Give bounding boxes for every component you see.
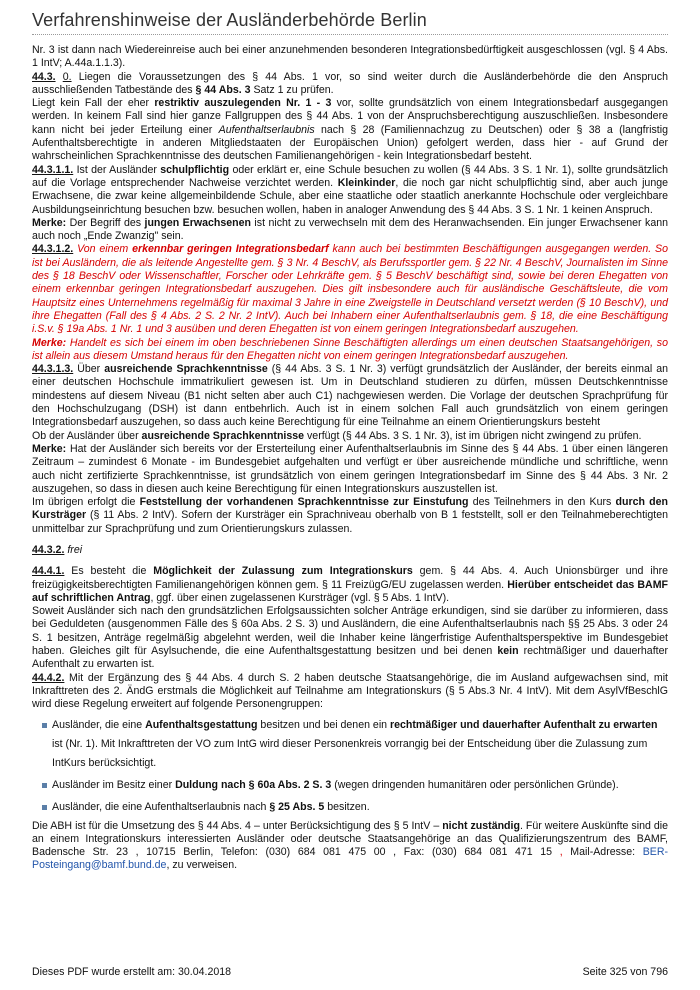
list-item: Ausländer, die eine Aufenthaltsgestattung besitzen und bei denen ein rechtmäßiger und dauerhafter Aufenthalt zu erwarten ist (Nr. 1). Mit Inkrafttreten der VO zum IntG wird dieser Personenkreis vorrangig bei der Entscheidung über die Zulassung zum IntKurs berücksichtigt. xyxy=(42,716,668,773)
email-link[interactable]: BER-Posteingang@bamf.bund.de xyxy=(32,846,668,872)
merke-note: Merke: Der Begriff des jungen Erwachsenen ist nicht zu verwechseln mit dem des Heranwachsenden. Ein junger Erwachsener kann auch noch „Ende Zwanzig" sein. xyxy=(32,216,668,243)
section-44-3-1-1: 44.3.1.1. Ist der Ausländer schulpflichtig oder erklärt er, eine Schule besuchen zu wollen (§ 44 Abs. 3 S. 1 Nr. 1), sollte grundsätzlich auf die Vorlage entsprechender Nachweise verzichtet werden. Kleinkinder, die noch gar nicht schulpflichtig sind, aber auch junge Erwachsene, die zwar keine allgemeinbildende Schule, aber eine staatliche oder staatlich anerkannte Hochschule oder vergleichbare Ausbildungseinrichtung besuchen bzw. besuchen wollen, haben in analoger Anwendung des § 44 Abs. 3 S. 1 Nr. 1 keinen Anspruch. xyxy=(32,163,668,216)
paragraph: Ob der Ausländer über ausreichende Sprachkenntnisse verfügt (§ 44 Abs. 3 S. 1 Nr. 3), ist im übrigen nicht zwingend zu prüfen. xyxy=(32,429,642,442)
spacer xyxy=(32,557,668,565)
square-bullet-icon xyxy=(42,783,47,788)
document-body xyxy=(32,44,668,873)
paragraph: Die ABH ist für die Umsetzung des § 44 Abs. 4 – unter Berücksichtigung des § 5 IntV – nicht zuständig. Für weitere Auskünfte sind die an einem Integrationskurs interessierten Ausländer oder deutsche Staatsangehörige an das Qualifizierungszentrum des BAMF, Badensche Str. 23 , 10715 Berlin, Telefon: (030) 684 081 475 00 , Fax: (030) 684 081 471 15 , Mail-Adresse: BER-Posteingang@bamf.bund.de, zu verweisen. xyxy=(32,819,668,872)
section-44-3-1-3: 44.3.1.3. Über ausreichende Sprachkenntnisse (§ 44 Abs. 3 S. 1 Nr. 3) verfügt grundsätzlich der Ausländer, der bereits einmal an einer deutschen Hochschule immatrikuliert gewesen ist. Um in Deutschland studieren zu dürfen, müssen Deutschkenntnisse mindestens auf diesem Niveau (B1 nicht selten aber auch C1) nachgewiesen werden. Die Vorlage der deutschen Sprachprüfung für den Hochschulzugang (DSH) ist dann entbehrlich. Auch ist in einem solchen Fall auch grundsätzlich von einem geringen Integrationsbedarf auszugehen, so dass auch keine Berechtigung für eine Teilnahme an einem Orientierungskurs besteht xyxy=(32,363,668,429)
list-item: Ausländer, die eine Aufenthaltserlaubnis nach § 25 Abs. 5 besitzen. xyxy=(42,798,668,817)
section-44-4-2: 44.4.2. Mit der Ergänzung des § 44 Abs. 4 durch S. 2 haben deutsche Staatsangehörige, die im Ausland aufgewachsen sind, mit Inkrafttreten des 2. ÄndG erstmals die Möglichkeit auf Teilnahme am Integrationskurs (§ 5 Abs.3 Nr. 4 IntV). Mit dem AsylVfBeschlG wird diese Regelung erweitert auf folgende Personengruppen: xyxy=(32,671,668,711)
page-footer xyxy=(32,966,668,978)
footer-created-date: Dieses PDF wurde erstellt am: 30.04.2018 xyxy=(32,966,232,978)
merke-note: Merke: Hat der Ausländer sich bereits vor der Ersterteilung einer Aufenthaltserlaubnis im Sinne des § 44 Abs. 1 über einen längeren Zeitraum – zumindest 6 Monate - im Bundesgebiet aufgehalten und verfügt er über ausreichende mündliche und schriftliche, wenn auch nicht zertifizierte Sprachkenntnisse, ist grundsätzlich von einem geringen Integrationsbedarf im Sinne des § 44 Abs. 3 Nr. 2 auszugehen, so dass in diesen auch keine Berechtigung für einen Integrationskurs auszustellen ist. xyxy=(32,442,668,495)
page-header xyxy=(32,10,668,35)
bullet-list xyxy=(32,716,668,817)
square-bullet-icon xyxy=(42,805,47,810)
paragraph: Nr. 3 ist dann nach Wiedereinreise auch bei einer anzunehmenden besonderen Integrationsbedürftigkeit ausgeschlossen (vgl. § 4 Abs. 1 IntV; A.44a.1.1.3). xyxy=(32,44,668,70)
square-bullet-icon xyxy=(42,723,47,728)
paragraph: Im übrigen erfolgt die Feststellung der vorhandenen Sprachkenntnisse zur Einstufung des Teilnehmers in den Kurs durch den Kursträger (§ 11 Abs. 2 IntV). Sofern der Kursträger ein Sprachniveau oberhalb von B 1 feststellt, soll er den Teilnahmeberechtigten unmittelbar zur Sprachprüfung und zum Orientierungskurs zulassen. xyxy=(32,496,668,535)
footer-page-number: Seite 325 von 796 xyxy=(582,966,668,978)
section-44-4-1: 44.4.1. Es besteht die Möglichkeit der Zulassung zum Integrationskurs gem. § 44 Abs. 4. Auch Unionsbürger und ihre freizügigkeitsberechtigten Familienangehörigen können gem. § 11 FreizügG/EU zugelassen werden. Hierüber entscheidet das BAMF auf schriftlichen Antrag, ggf. über einen zugelassenen Kursträger (vgl. § 5 Abs. 1 IntV). xyxy=(32,565,669,604)
section-44-3-2: 44.3.2. frei xyxy=(32,543,83,556)
list-item: Ausländer im Besitz einer Duldung nach § 60a Abs. 2 S. 3 (wegen dringenden humanitären oder persönlichen Gründe). xyxy=(42,776,668,795)
paragraph: Liegt kein Fall der eher restriktiv auszulegenden Nr. 1 - 3 vor, sollte grundsätzlich von einem Integrationsbedarf ausgegangen werden. In keinem Fall sind hier ganze Fallgruppen des § 44 Abs. 1 von der Anspruchsberechtigung auszuschließen. Insbesondere kann nicht bei jeder Erteilung einer Aufenthaltserlaubnis nach § 28 (Familiennachzug zu Deutschen) oder § 38 a (langfristig Aufenthaltsberechtigte in anderen Mitgliedstaaten der Europäischen Union) gefolgert werden, dass hier - auf Grund der wahrscheinlichen Sprachkenntnisse des deutschen Familienangehörigen - kein Integrationsbedarf besteht. xyxy=(32,97,668,163)
spacer xyxy=(32,536,668,544)
paragraph: Soweit Ausländer sich nach den grundsätzlichen Erfolgsaussichten solcher Anträge erkundigen, sind sie darüber zu informieren, dass bei Geduldeten (ausgenommen Fälle des § 60a Abs. 2 S. 3) und Ausländern, die eine Aufenthaltserlaubnis nach §§ 25 Abs. 3 oder 24 S. 1 besitzen, Anträge regelmäßig abgelehnt werden, weil die Inhaber keine längerfristige Aufenthaltsperspektive im Bundesgebiet haben. Gleiches gilt für Asylsuchende, die eine Aufenthaltsgestattung besitzen und bei denen kein rechtmäßiger und dauerhafter Aufenthalt zu erwarten ist. xyxy=(32,605,669,671)
section-44-3-1-2: 44.3.1.2. Von einem erkennbar geringen Integrationsbedarf kann auch bei bestimmten Beschäftigungen ausgegangen werden. So ist bei Ausländern, die als leitende Angestellte gem. § 3 Nr. 4 BeschV, als Berufssportler gem. § 22 Nr. 4 BeschV, Journalisten im Sinne des § 18 BeschV oder Wissenschaftler, Forscher oder Lehrkräfte gem. § 5 BeschV beschäftigt sind, sowie bei deren Ehegatten von einem erkennbar geringen Integrationsbedarf auszugehen. Dies gilt insbesondere auch für ausländische Geschäftsleute, die vom Hauptsitz eines Unternehmens regelmäßig für maximal 3 Jahre in eine Zweigstelle in Deutschland versetzt werden (§ 10 BeschV), und ihre Ehegatten (Fall des § 4 Abs. 2 S. 2 Nr. 2 IntV). Auch bei Inhabern einer Aufenthaltserlaubnis gem. § 18, die eine Beschäftigung i.S.v. § 19a Abs. 1 Nr. 1 und 3 ausüben und deren Ehegatten ist von einem geringen Integrationsbedarf auszugehen. xyxy=(32,243,669,336)
page-title: Verfahrenshinweise der Ausländerbehörde Berlin xyxy=(32,10,427,30)
section-44-3-0: 44.3. 0. Liegen die Voraussetzungen des § 44 Abs. 1 vor, so sind weiter durch die Ausländerbehörde die den Anspruch ausschließenden Tatbestände des § 44 Abs. 3 Satz 1 zu prüfen. xyxy=(32,70,668,96)
merke-note-red: Merke: Handelt es sich bei einem im oben beschriebenen Sinne Beschäftigten allerdings um einen deutschen Staatsangehörigen, so ist allein aus diesem Umstand heraus für den Ehegatten nicht von einem geringen Integrationsbedarf auszugehen. xyxy=(32,336,668,362)
